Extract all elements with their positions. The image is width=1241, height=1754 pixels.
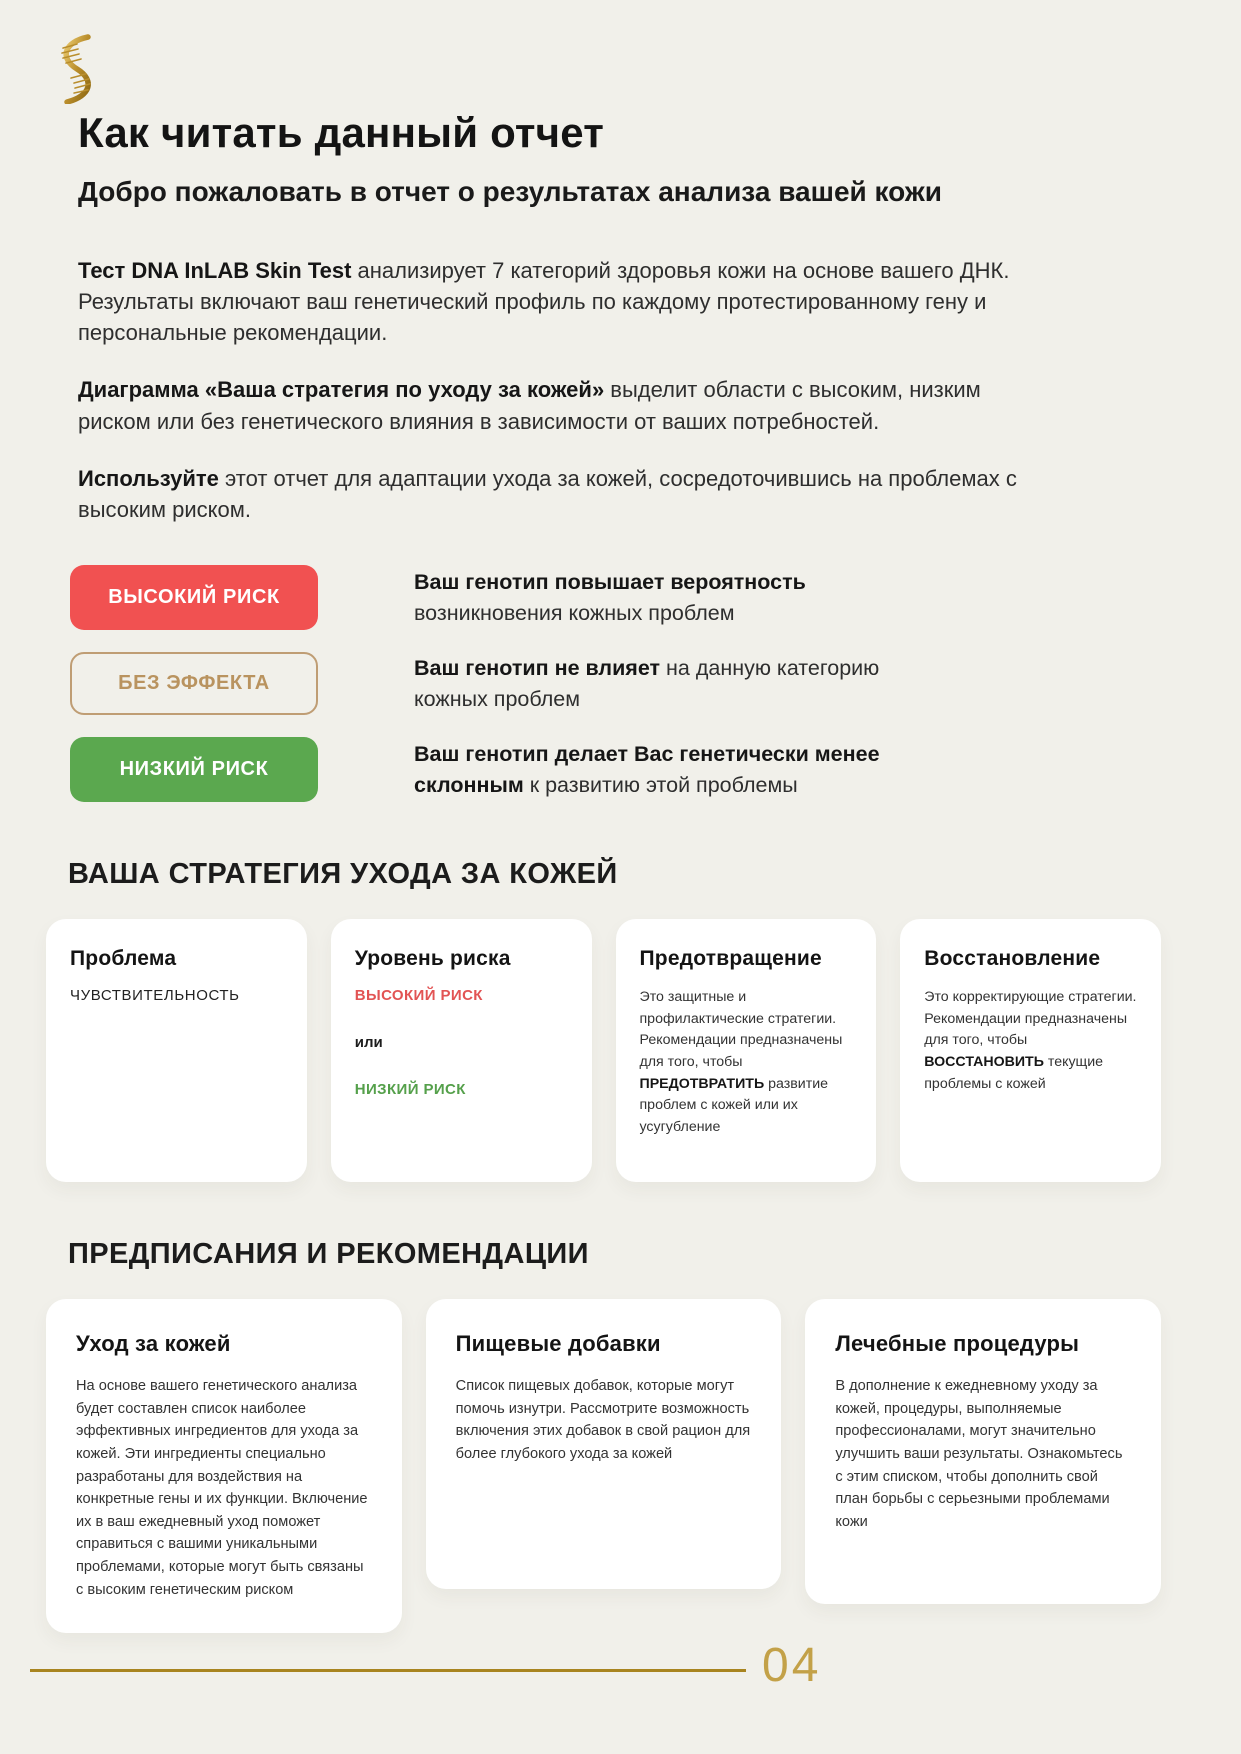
intro-paragraph-3-rest: этот отчет для адаптации ухода за кожей, сосредоточившись на проблемах с высоким риском. (78, 465, 1017, 522)
prevention-card-title: Предотвращение (639, 947, 822, 971)
problem-card-value: ЧУВСТВИТЕЛЬНОСТЬ (70, 987, 240, 1005)
restoration-card-title: Восстановление (924, 947, 1101, 971)
restoration-card-body-pre: Это корректирующие стратегии. Рекомендации предназначены для того, чтобы (924, 989, 1137, 1049)
prevention-card-body-pre: Это защитные и профилактические стратегии. Рекомендации предназначены для того, чтобы (639, 989, 843, 1070)
low-risk-description (414, 739, 919, 801)
high-risk-description (414, 567, 919, 629)
intro-paragraph-3-bold: Используйте (78, 465, 219, 491)
treatments-card-body: В дополнение к ежедневному уходу за кожей, процедуры, выполняемые профессионалами, могут значительно улучшить ваши результаты. Ознакомьтесь с этим списком, чтобы дополнить свой план борьбы с серьезными проблемами кожи (835, 1378, 1123, 1530)
footer-gold-divider (30, 1669, 746, 1672)
skincare-card-body: На основе вашего генетического анализа будет составлен список наиболее эффективных ингредиентов для ухода за кожей. Эти ингредиенты специально разработаны для воздействия на конкретные гены и их функции. Включение их в ваш ежедневный уход поможет справиться с вашими уникальными проблемами, которые могут быть связаны с высоким генетическим риском (76, 1378, 368, 1598)
low-risk-badge: НИЗКИЙ РИСК (70, 737, 318, 802)
supplements-card-title: Пищевые добавки (455, 1331, 661, 1357)
high-risk-description-bold: Ваш генотип повышает вероятность (414, 569, 806, 594)
risk-level-card (331, 919, 592, 1182)
restoration-card (900, 919, 1161, 1182)
problem-card (46, 919, 307, 1182)
skincare-card-title: Уход за кожей (76, 1331, 231, 1357)
risk-legend (78, 565, 1161, 802)
intro-paragraph-1 (78, 255, 1018, 349)
high-risk-badge: ВЫСОКИЙ РИСК (70, 565, 318, 630)
low-risk-description-rest: к развитию этой проблемы (523, 772, 798, 797)
page-number: 04 (762, 1639, 822, 1692)
restoration-card-body-bold: ВОССТАНОВИТЬ (924, 1053, 1044, 1070)
no-effect-description-rest: на данную категорию кожных проблем (414, 655, 880, 711)
treatments-card-title: Лечебные процедуры (835, 1331, 1080, 1357)
prevention-card-body-post: развитие проблем с кожей или их усугубление (639, 1075, 829, 1135)
restoration-card-body (924, 987, 1137, 1095)
risk-level-or-label: или (354, 1034, 383, 1052)
intro-paragraph-2-bold: Диаграмма «Ваша стратегия по уходу за кожей» (78, 377, 605, 403)
treatments-card (805, 1299, 1161, 1604)
intro-paragraph-2-rest: выделит области с высоким, низким риском или без генетического влияния в зависимости от ваших потребностей. (78, 377, 981, 434)
prevention-card-body (640, 987, 853, 1138)
risk-level-high-label: ВЫСОКИЙ РИСК (354, 987, 483, 1005)
legend-row-high-risk (70, 565, 1161, 630)
risk-level-card-title: Уровень риска (354, 947, 511, 971)
intro-section (78, 110, 1161, 802)
high-risk-description-rest: возникновения кожных проблем (414, 600, 735, 625)
low-risk-description-bold: Ваш генотип делает Вас генетически менее склонным (414, 741, 880, 797)
no-effect-description-bold: Ваш генотип не влияет (414, 655, 661, 680)
supplements-card-body: Список пищевых добавок, которые могут помочь изнутри. Рассмотрите возможность включения этих добавок в свой рацион для более глубокого ухода за кожей (455, 1378, 751, 1463)
no-effect-description (414, 653, 919, 715)
restoration-card-body-post: текущие проблемы с кожей (924, 1053, 1104, 1092)
prescriptions-cards (46, 1299, 1161, 1633)
intro-paragraph-2 (78, 374, 1018, 436)
prescriptions-section-heading: ПРЕДПИСАНИЯ И РЕКОМЕНДАЦИИ (68, 1238, 589, 1271)
intro-paragraph-3 (78, 463, 1018, 525)
risk-level-low-label: НИЗКИЙ РИСК (354, 1081, 466, 1099)
problem-card-title: Проблема (70, 947, 177, 971)
page-title: Как читать данный отчет (78, 109, 605, 156)
dna-helix-logo-icon (46, 34, 110, 104)
prevention-card-body-bold: ПРЕДОТВРАТИТЬ (639, 1075, 765, 1092)
page-subtitle: Добро пожаловать в отчет о результатах анализа вашей кожи (78, 176, 942, 208)
intro-paragraph-1-bold: Тест DNA InLAB Skin Test (78, 257, 352, 283)
strategy-cards (46, 919, 1161, 1182)
strategy-section-heading: ВАША СТРАТЕГИЯ УХОДА ЗА КОЖЕЙ (68, 858, 618, 891)
supplements-card (426, 1299, 782, 1589)
legend-row-low-risk (70, 737, 1161, 802)
legend-row-no-effect (70, 652, 1161, 715)
skincare-card (46, 1299, 402, 1633)
intro-paragraph-1-rest: анализирует 7 категорий здоровья кожи на основе вашего ДНК. Результаты включают ваш генетический профиль по каждому протестированному гену и персональные рекомендации. (78, 257, 1010, 346)
prevention-card (616, 919, 877, 1182)
no-effect-badge: БЕЗ ЭФФЕКТА (70, 652, 318, 715)
